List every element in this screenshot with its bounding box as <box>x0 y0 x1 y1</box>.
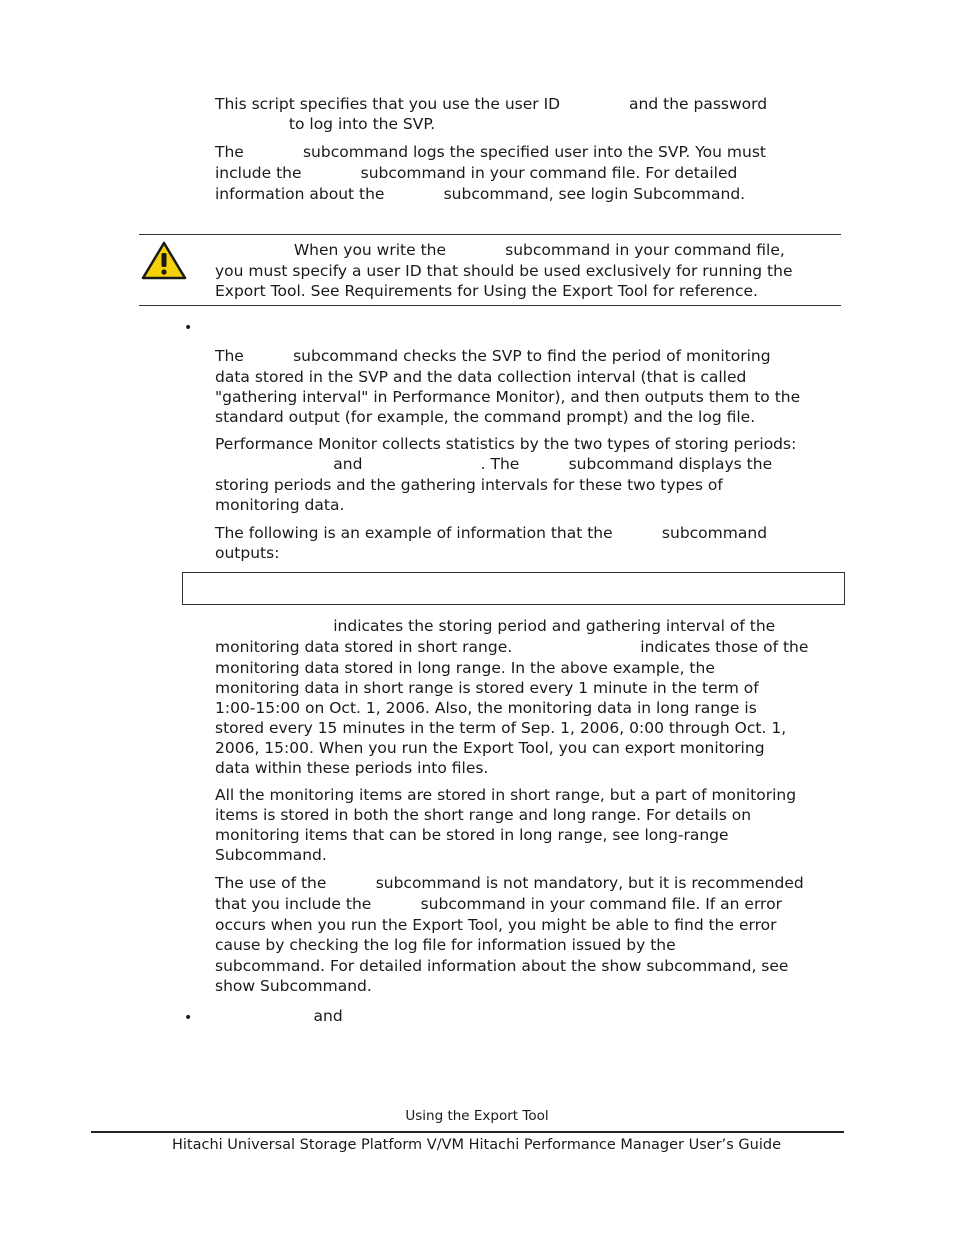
caution-bottom-rule <box>139 305 841 306</box>
range-line-7: 2006, 15:00. When you run the Export Tool, you can export monitoring <box>215 739 765 757</box>
bullet-marker: • <box>184 1010 193 1026</box>
use-line-2: that you include the subcommand in your command file. If an error <box>215 895 782 913</box>
last-bullet-text: and <box>215 1007 343 1025</box>
range-line-5: 1:00-15:00 on Oct. 1, 2006. Also, the monitoring data in long range is <box>215 699 757 717</box>
items-line-1: All the monitoring items are stored in short range, but a part of monitoring <box>215 786 797 804</box>
show3-line-2: outputs: <box>215 544 280 562</box>
use-line-6: show Subcommand. <box>215 977 372 995</box>
use-line-3: occurs when you run the Export Tool, you might be able to find the error <box>215 916 777 934</box>
show1-line-1: The subcommand checks the SVP to find the period of monitoring <box>215 347 771 365</box>
items-line-4: Subcommand. <box>215 846 327 864</box>
show1-line-3: "gathering interval" in Performance Monitor), and then outputs them to the <box>215 388 801 406</box>
use-line-5: subcommand. For detailed information about the show subcommand, see <box>215 957 789 975</box>
login-line-1: The subcommand logs the specified user into the SVP. You must <box>215 143 766 161</box>
items-line-2: items is stored in both the short range and long range. For details on <box>215 806 752 824</box>
range-line-6: stored every 15 minutes in the term of Sep. 1, 2006, 0:00 through Oct. 1, <box>215 719 787 737</box>
show2-line-3: storing periods and the gathering intervals for these two types of <box>215 476 723 494</box>
caution-line-1: When you write the subcommand in your command file, <box>215 241 785 259</box>
use-line-1: The use of the subcommand is not mandatory, but it is recommended <box>215 874 804 892</box>
items-line-3: monitoring items that can be stored in long range, see long-range <box>215 826 729 844</box>
range-line-4: monitoring data in short range is stored every 1 minute in the term of <box>215 679 759 697</box>
footer-rule <box>91 1131 844 1133</box>
range-line-2: monitoring data stored in short range. indicates those of the <box>215 638 809 656</box>
range-line-1: indicates the storing period and gathering interval of the <box>215 617 776 635</box>
use-line-4: cause by checking the log file for information issued by the <box>215 936 676 954</box>
footer-section-title: Using the Export Tool <box>405 1108 549 1124</box>
caution-line-3: Export Tool. See Requirements for Using the Export Tool for reference. <box>215 282 758 300</box>
footer-guide-title: Hitachi Universal Storage Platform V/VM Hitachi Performance Manager User’s Guide <box>172 1137 781 1153</box>
show1-line-4: standard output (for example, the command prompt) and the log file. <box>215 408 756 426</box>
login-line-2: include the subcommand in your command file. For detailed <box>215 164 738 182</box>
code-example-box <box>182 572 845 605</box>
intro-line-2: to log into the SVP. <box>215 115 436 133</box>
intro-line-1: This script specifies that you use the user ID and the password <box>215 95 768 113</box>
caution-line-2: you must specify a user ID that should be used exclusively for running the <box>215 262 793 280</box>
caution-top-rule <box>139 234 841 235</box>
bullet-marker: • <box>184 320 193 336</box>
warning-triangle-icon <box>141 240 187 280</box>
show2-line-2: and . The subcommand displays the <box>215 455 773 473</box>
range-line-3: monitoring data stored in long range. In the above example, the <box>215 659 715 677</box>
show1-line-2: data stored in the SVP and the data collection interval (that is called <box>215 368 747 386</box>
show3-line-1: The following is an example of information that the subcommand <box>215 524 768 542</box>
range-line-8: data within these periods into files. <box>215 759 489 777</box>
show2-line-4: monitoring data. <box>215 496 345 514</box>
show2-line-1: Performance Monitor collects statistics by the two types of storing periods: <box>215 435 797 453</box>
login-line-3: information about the subcommand, see login Subcommand. <box>215 185 746 203</box>
